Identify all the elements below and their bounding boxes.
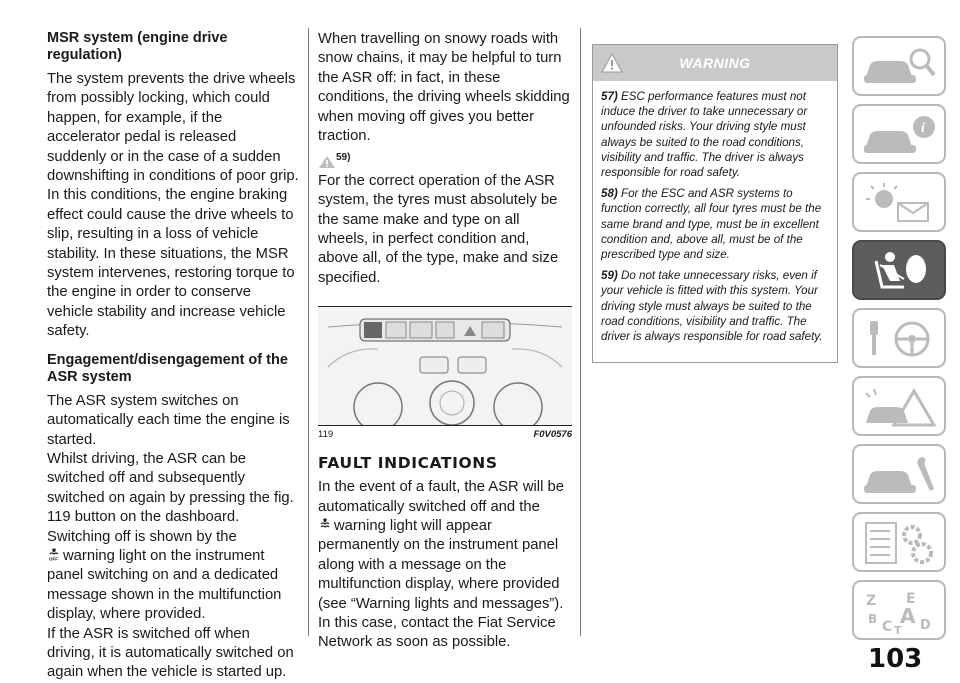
paragraph: When travelling on snowy roads with snow chains, it may be helpful to turn the ASR off: in fact, in these conditions, the driving wheels skidding when moving off gives you better traction. <box>318 31 570 145</box>
warning-item <box>601 186 829 262</box>
index-letter: T <box>894 624 902 635</box>
warning-item <box>601 268 829 344</box>
list-gears-icon <box>860 519 940 567</box>
dashboard-illustration <box>318 307 572 425</box>
paragraph-text: In the event of a fault, the ASR will be automatically switched off and the <box>318 479 564 515</box>
warning-item-text: Do not take unnecessary risks, even if your vehicle is fitted with this system. Your driving style must always be suited to the road conditions, visibility and traffic. The driver is always responsible for road safety. <box>601 269 823 344</box>
paragraph-text: Switching off is shown by the <box>47 528 237 545</box>
key-steering-icon <box>860 315 940 363</box>
index-letter: Z <box>866 593 877 609</box>
seat-airbag-icon <box>860 247 940 295</box>
asr-off-warning-icon <box>318 518 332 531</box>
car-maintenance-tab[interactable] <box>852 444 946 504</box>
warning-item-number: 59) <box>601 269 618 283</box>
paragraph: Whilst driving, the ASR can be switched off and subsequently switched on again by pressing the fig. 119 button on the dashboard. <box>47 450 294 526</box>
safety-airbag-tab[interactable] <box>852 240 946 300</box>
warning-body <box>593 81 837 362</box>
index-letter: D <box>920 618 931 633</box>
paragraph: The ASR system switches on automatically each time the engine is started. <box>47 392 290 448</box>
car-info-tab[interactable] <box>852 104 946 164</box>
reference-number: 59) <box>336 152 351 164</box>
paragraph-text: warning light on the instrument panel switching on and a dedicated message shown in the multifunction display, where provided. <box>47 547 282 623</box>
figure-number: 119 <box>318 429 334 441</box>
page-number: 103 <box>868 644 923 674</box>
index-letter: A <box>900 604 916 628</box>
emergency-tab[interactable] <box>852 376 946 436</box>
lights-message-icon <box>860 179 940 227</box>
column-left <box>47 30 299 683</box>
car-emergency-icon <box>860 383 940 431</box>
warning-item-text: ESC performance features must not induce the driver to take unnecessary or unfounded risks. Your driving style must always be suited to the road conditions, visibility and traffic. The driver is always responsible for road safety. <box>601 90 808 180</box>
column-right <box>592 44 838 363</box>
warning-item-text: For the ESC and ASR systems to function correctly, all four tyres must be the same brand and type, must be in excellent condition and, above all, must be of the prescribed type and size. <box>601 187 822 262</box>
warning-item-number: 57) <box>601 90 618 103</box>
car-search-icon <box>860 43 940 91</box>
warning-header <box>593 45 837 81</box>
asr-off-warning-icon <box>47 548 61 561</box>
figure-code: F0V0576 <box>533 429 572 441</box>
index-letter: B <box>868 612 878 626</box>
paragraph <box>47 528 299 625</box>
warning-triangle-icon <box>318 155 336 169</box>
section-heading-msr: MSR system (engine drive regulation) <box>47 30 228 63</box>
paragraph-text: warning light will appear permanently on the instrument panel along with a message on the multifunction display, where provided (see “Warning lights and messages”). In this case, contact the Fiat Service Network as soon as possible. <box>318 518 564 651</box>
technical-data-tab[interactable] <box>852 512 946 572</box>
svg-text:OFF: OFF <box>49 556 58 561</box>
reference-line <box>318 152 572 171</box>
paragraph <box>318 478 572 653</box>
car-search-tab[interactable] <box>852 36 946 96</box>
paragraph: For the correct operation of the ASR system, the tyres must absolutely be the same make and type on all wheels, in perfect condition and, above all, of the type, make and size specified. <box>318 172 559 286</box>
section-heading-asr: Engagement/disengagement of the ASR system <box>47 351 288 385</box>
chapter-tabs <box>852 36 948 648</box>
warning-item <box>601 89 829 180</box>
alphabet-index-icon <box>860 587 940 635</box>
column-middle <box>318 30 572 653</box>
warning-item-number: 58) <box>601 187 618 201</box>
key-steering-tab[interactable] <box>852 308 946 368</box>
warning-box <box>592 44 838 363</box>
index-tab[interactable] <box>852 580 946 640</box>
lights-message-tab[interactable] <box>852 172 946 232</box>
warning-title: WARNING <box>679 55 751 71</box>
section-title-fault: FAULT INDICATIONS <box>318 454 498 473</box>
car-info-icon <box>860 111 940 159</box>
paragraph: The system prevents the drive wheels from possibly locking, which could happen, for example, if the accelerator pedal is released suddenly or in the case of a sudden downshifting in conditions of poor grip. <box>47 71 299 185</box>
figure-119 <box>318 306 572 440</box>
warning-triangle-icon <box>601 53 623 73</box>
figure-caption <box>318 429 572 440</box>
column-divider <box>580 28 581 636</box>
paragraph: If the ASR is switched off when driving, it is automatically switched on again when the vehicle is started up. <box>47 625 294 681</box>
index-letter: E <box>906 591 916 607</box>
dashboard-image <box>318 306 572 426</box>
index-letter: C <box>882 619 893 635</box>
paragraph: In this conditions, the engine braking effect could cause the drive wheels to slip, resulting in a loss of vehicle stability. In these situations, the MSR system intervenes, restoring torque to the engine in order to conserve vehicle stability and increase vehicle safety. <box>47 187 295 340</box>
car-wrench-icon <box>860 451 940 499</box>
column-divider <box>308 28 309 636</box>
svg-text:i: i <box>921 121 925 136</box>
